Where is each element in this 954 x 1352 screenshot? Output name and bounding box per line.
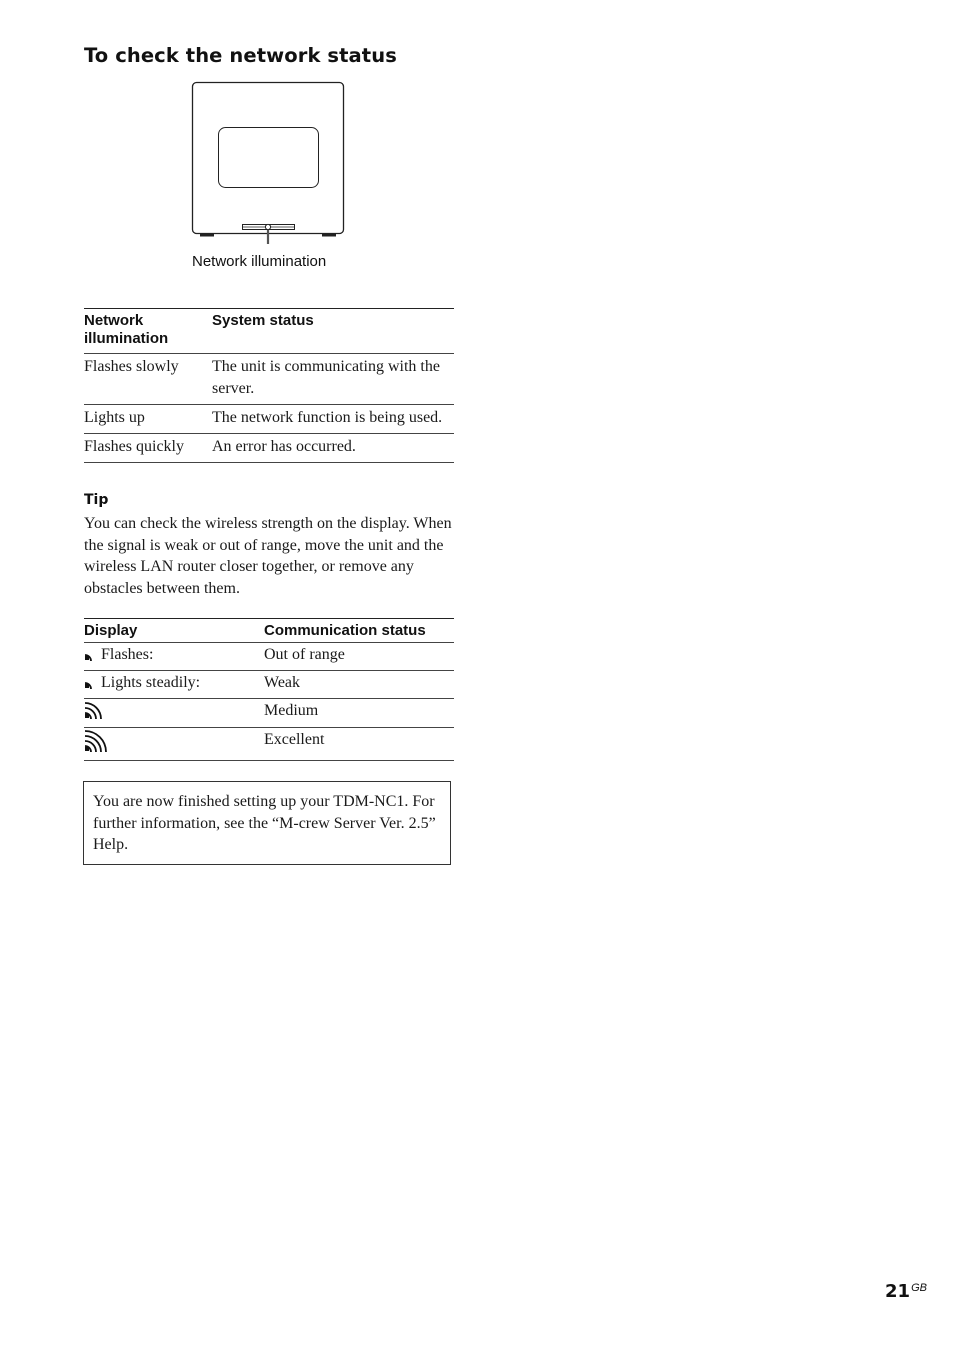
display-cell [84,671,264,699]
signal-antenna-0-icon [84,674,98,690]
table-row [84,699,454,728]
table-row [84,728,454,761]
table-header-row [84,309,454,354]
status-cell: Medium [264,702,319,719]
column-header: Display [84,622,138,639]
network-status-table [84,308,454,463]
table-row [84,643,454,671]
status-cell: An error has occurred. [212,438,356,455]
display-label: Flashes: [101,646,154,663]
signal-antenna-3-icon [84,729,108,753]
column-header: System status [212,312,314,329]
illumination-cell: Flashes quickly [84,438,184,455]
device-front-illustration [188,80,350,244]
page-number-value: 21 [885,1281,911,1302]
status-cell: The network function is being used. [212,409,443,426]
illumination-cell: Lights up [84,409,145,426]
status-cell: Weak [264,674,301,691]
column-header: Communication status [264,622,426,639]
table-header-row [84,619,454,643]
signal-antenna-2-icon [84,700,104,720]
page-language-suffix: GB [911,1282,927,1294]
column-header: Network illumination [84,312,169,347]
status-cell: The unit is communicating with the server. [212,358,440,397]
illumination-cell: Flashes slowly [84,358,179,375]
figure-caption: Network illumination [192,253,327,270]
tip-title: Tip [84,492,109,508]
signal-antenna-0-icon [84,646,98,662]
signal-strength-table [84,618,454,761]
table-row [84,434,454,463]
display-cell [84,699,264,728]
display-cell [84,643,264,671]
tip-body: You can check the wireless strength on the display. When the signal is weak or out of range, move the unit and the wireless LAN router closer together, or remove any obstacles between them. [84,515,452,597]
completion-note: You are now finished setting up your TDM-NC1. For further information, see the “M-crew Server Ver. 2.5” Help. [83,781,451,865]
page-number [885,1281,927,1302]
table-row [84,405,454,434]
status-cell: Excellent [264,731,325,748]
table-row [84,354,454,405]
status-cell: Out of range [264,646,345,663]
display-cell [84,728,264,761]
display-label: Lights steadily: [101,674,201,691]
page-heading: To check the network status [84,44,397,67]
table-row [84,671,454,699]
